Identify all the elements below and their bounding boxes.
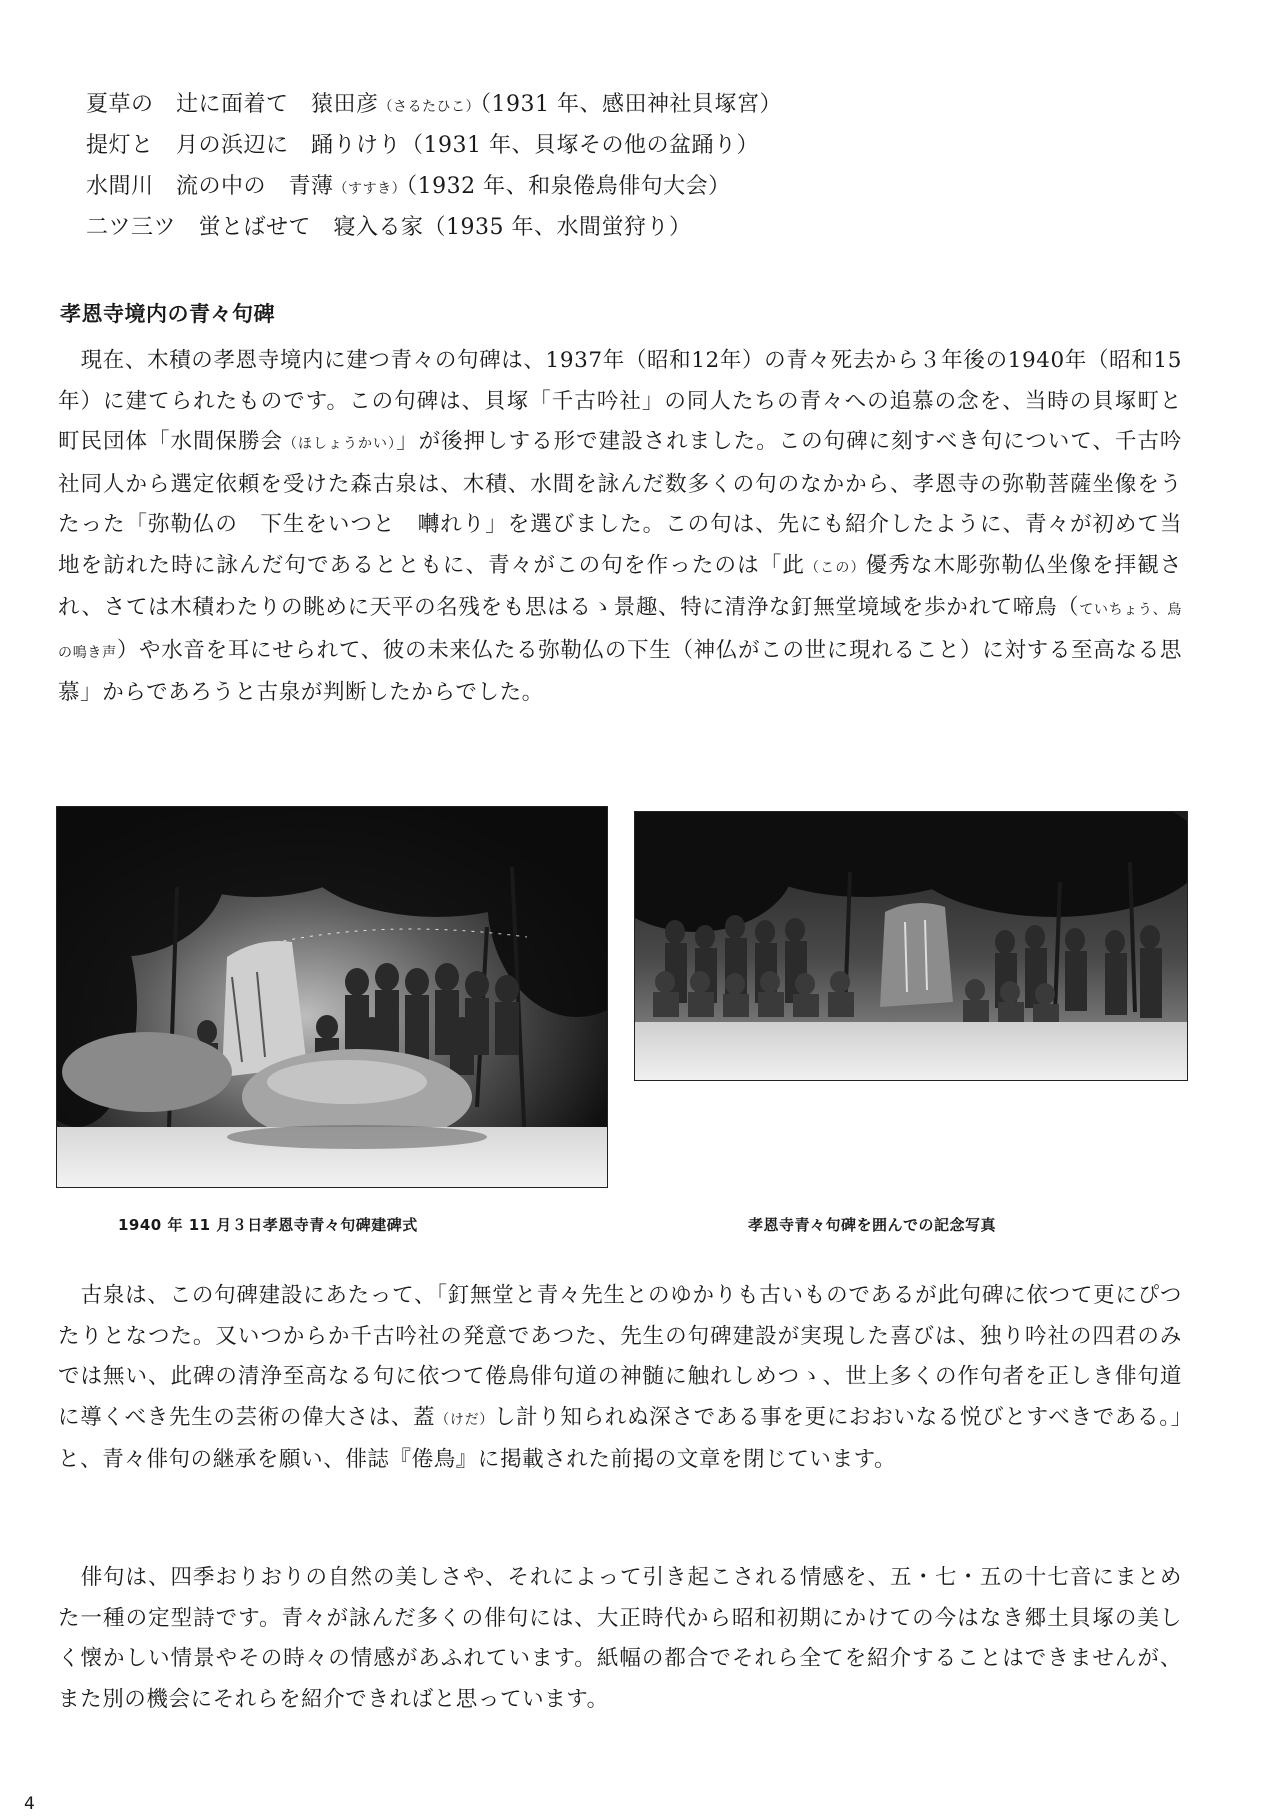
haiku-text: 二ツ三ツ 蛍とばせて 寝入る家（1935 年、水間蛍狩り） — [86, 215, 692, 240]
paragraph-text: 」が後押しする形で建設されました。この句碑に刻すべき句について、千古吟社同人から選定依頼を受けた森古泉は、木積、水間を詠んだ数多くの句のなかから、孝恩寺の弥勒菩薩坐像をうたった「弥勒仏の 下生をいつと 囀れり」を選びました。この句は、先にも紹介したように、青々が初めて当地を訪れた時に詠んだ句であるとともに、青々がこの句を作ったのは「此 — [58, 429, 1182, 578]
reading-note: ていちょう、鳥の鳴き声 — [58, 602, 1182, 661]
body-paragraph — [58, 341, 1182, 714]
haiku-list — [86, 84, 1186, 248]
paragraph-text: 現在、木積の孝恩寺境内に建つ青々の句碑は、1937年（昭和12年）の青々死去から３年後の1940年（昭和15年）に建てられたものです。この句碑は、貝塚「千古吟社」の同人たちの青々への追慕の念を、当時の貝塚町と町民団体「水間保勝会 — [58, 348, 1182, 454]
paragraph-text: ）や水音を耳にせられて、彼の未来仏たる弥勒仏の下生（神仏がこの世に現れること）に対する至高なる思慕」からであろうと古泉が判断したからでした。 — [58, 637, 1182, 705]
haiku-line — [86, 84, 1186, 125]
paragraph-text: し計り知られぬ深さである事を更におおいなる悦びとすべきである。」と、青々俳句の継承を願い、俳誌『倦鳥』に掲載された前掲の文章を閉じています。 — [58, 1404, 1183, 1472]
haiku-line — [86, 125, 1186, 166]
photo-caption-left: 1940 年 11 月３日孝恩寺青々句碑建碑式 — [118, 1216, 418, 1234]
haiku-source: （1932 年、和泉倦鳥俳句大会） — [406, 174, 731, 199]
body-paragraph: 俳句は、四季おりおりの自然の美しさや、それによって引き起こされる情感を、五・七・五の十七音にまとめた一種の定型詩です。青々が詠んだ多くの俳句には、大正時代から昭和初期にかけての今はなき郷土貝塚の美しく懐かしい情景やその時々の情感があふれています。紙幅の都合でそれら全てを紹介することはできませんが、また別の機会にそれらを紹介できればと思っています。 — [58, 1565, 1182, 1712]
haiku-source: （1931 年、感田神社貝塚宮） — [480, 92, 782, 117]
reading-note: （さるたひこ） — [378, 99, 481, 115]
group-commemorative-photo — [634, 811, 1188, 1081]
haiku-text: 提灯と 月の浜辺に 踊りけり（1931 年、貝塚その他の盆踊り） — [86, 133, 759, 158]
haiku-line — [86, 207, 1186, 248]
page-number: 4 — [24, 1794, 35, 1814]
monument-ceremony-photo — [56, 806, 608, 1188]
reading-note: （ほしょうかい） — [283, 436, 397, 452]
reading-note: （すすき） — [333, 181, 407, 197]
haiku-text: 水間川 流の中の 青薄 — [86, 174, 334, 199]
reading-note: （この） — [805, 559, 866, 576]
haiku-text: 夏草の 辻に面着て 猿田彦 — [86, 92, 379, 117]
reading-note: （けだ） — [435, 1411, 494, 1428]
paragraph-text: 優秀な木彫弥勒仏坐像を拝観され、さては木積わたりの眺めに天平の名残をも思はるゝ景趣、特に清浄な釘無堂境域を歩かれて啼鳥（ — [58, 552, 1182, 620]
section-heading: 孝恩寺境内の青々句碑 — [60, 302, 275, 326]
photo-caption-right: 孝恩寺青々句碑を囲んでの記念写真 — [748, 1216, 997, 1234]
haiku-line — [86, 166, 1186, 207]
paragraph-text: 古泉は、この句碑建設にあたって、「釘無堂と青々先生とのゆかりも古いものであるが此句碑に依つて更にぴつたりとなつた。又いつからか千古吟社の発意であつた、先生の句碑建設が実現した喜びは、独り吟社の四君のみでは無い、此碑の清浄至高なる句に依つて倦鳥俳句道の神髄に触れしめつゝ、世上多くの作句者を正しき俳句道に導くべき先生の芸術の偉大さは、蓋 — [58, 1283, 1182, 1430]
body-paragraph — [58, 1276, 1182, 1481]
